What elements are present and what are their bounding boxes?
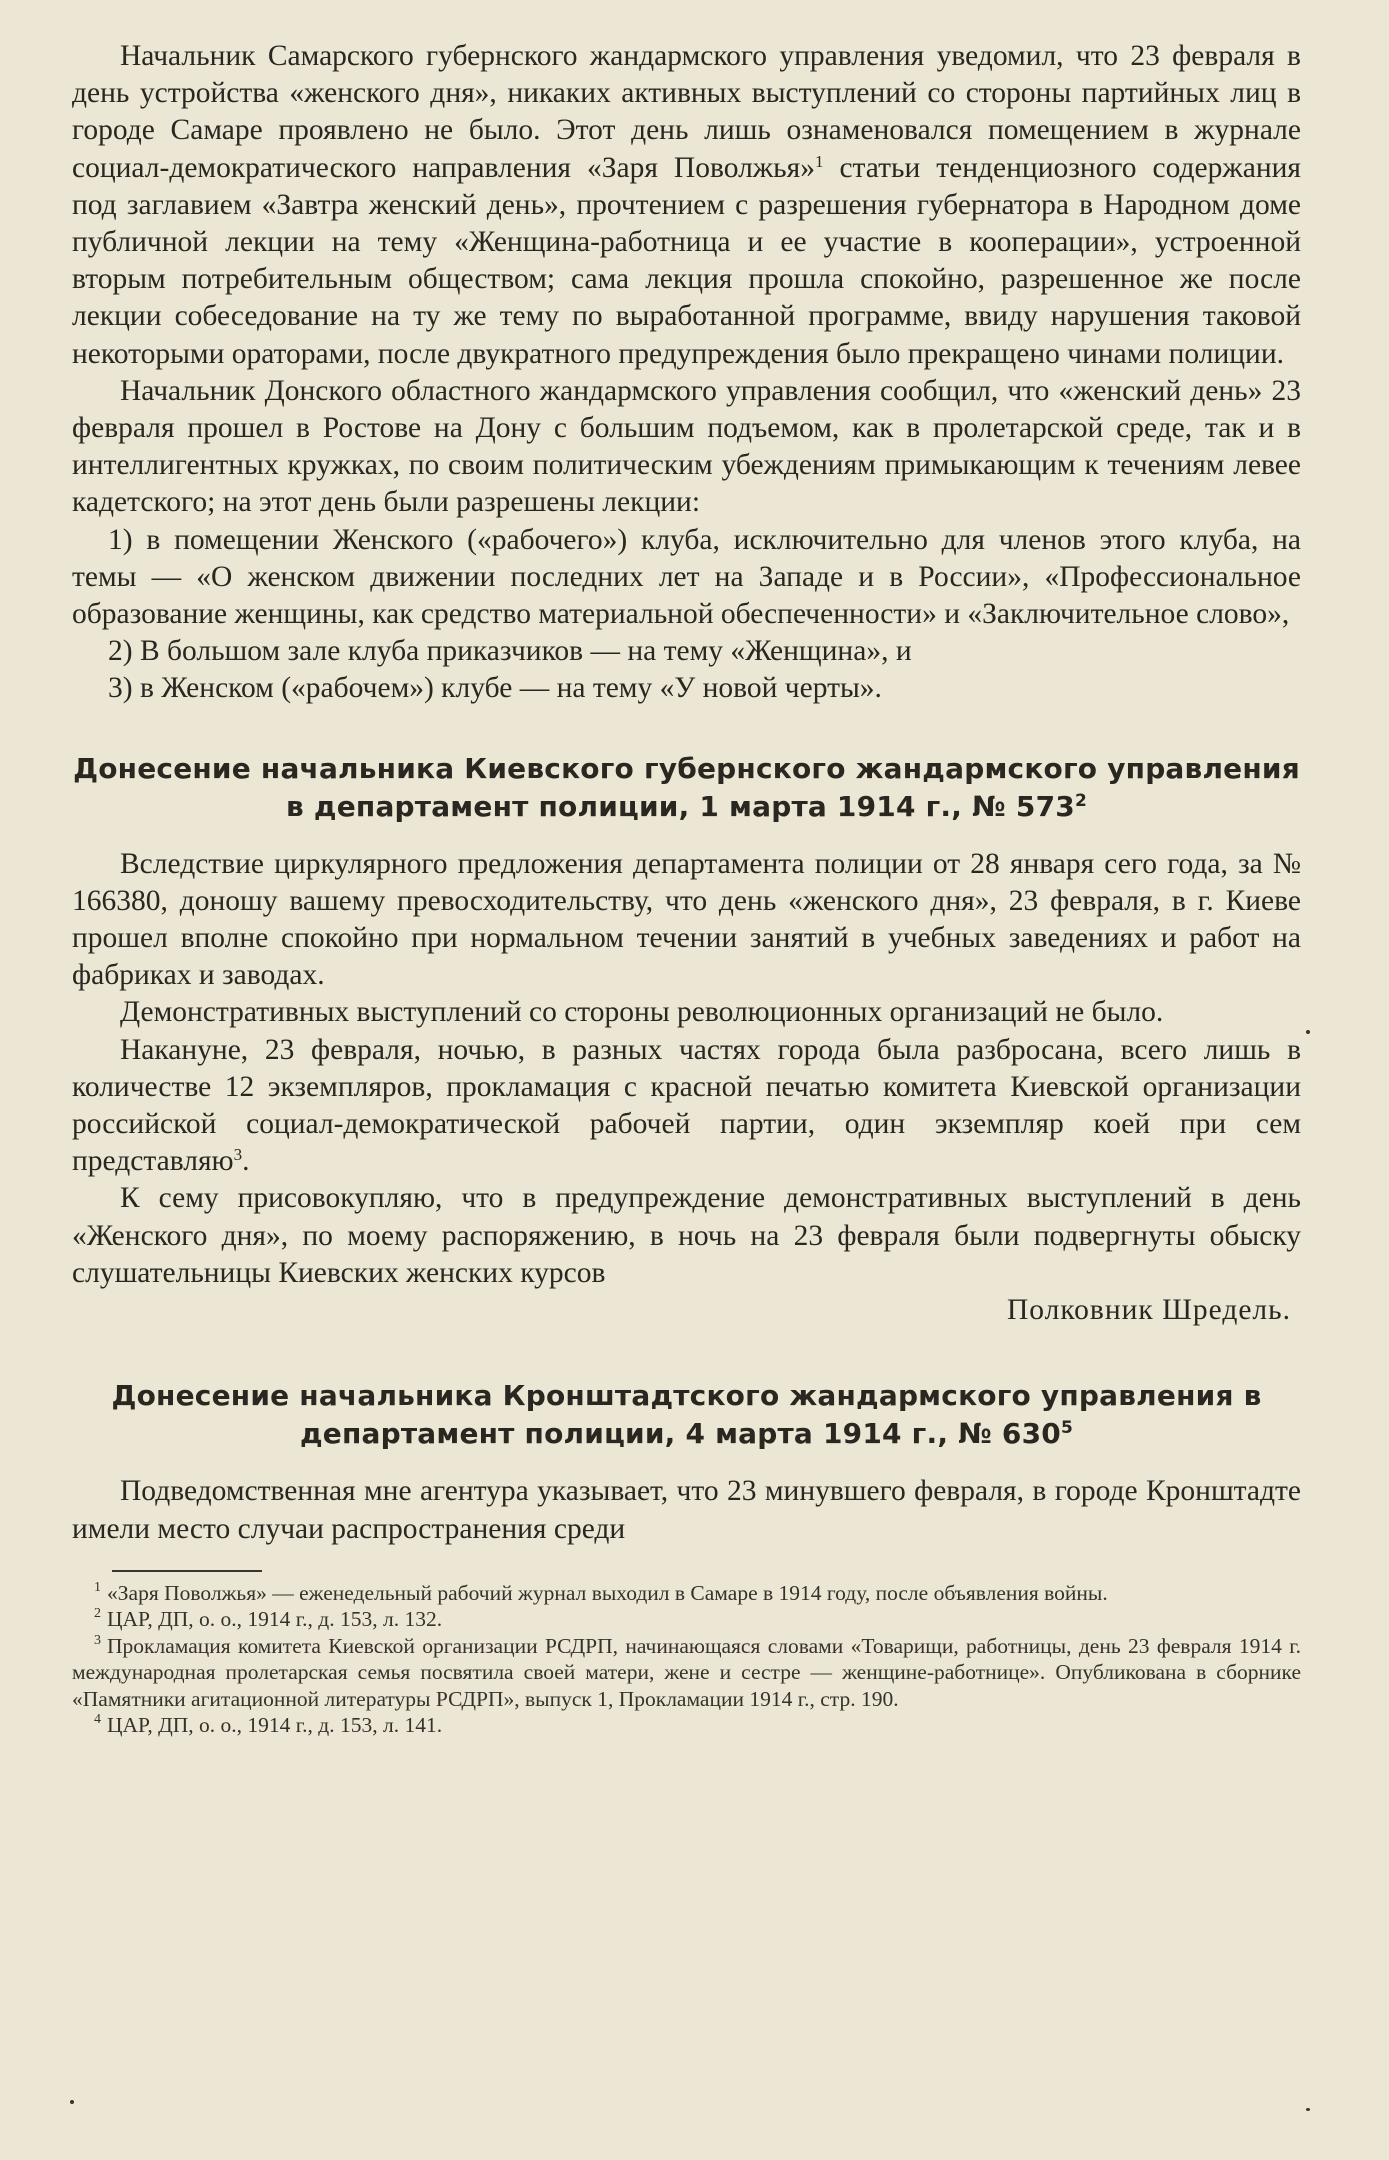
footnote-number: 4 — [94, 1712, 101, 1728]
kronstadt-heading-text: Донесение начальника Кронштадтского жандармского управления в департамент полиции, 4 марта 1914 г., № 630 — [111, 1379, 1262, 1451]
print-speck — [70, 2100, 74, 2104]
section-spacer — [72, 1329, 1301, 1377]
don-lecture-item-1: 1) в помещении Женского («рабочего») клуба, исключительно для членов этого клуба, на темы — «О женском движении последних лет на Западе и в России», «Профессиональное образование женщины, как средство материальной обеспеченности» и «Заключительное слово», — [72, 523, 1301, 631]
section-spacer — [72, 708, 1301, 750]
kiev-report-section — [72, 750, 1301, 1330]
footnote-2 — [72, 1606, 1301, 1633]
footnote-number: 1 — [94, 1579, 101, 1595]
samara-paragraph — [72, 38, 1301, 373]
print-speck — [1306, 2108, 1310, 2111]
heading-spacer — [72, 1453, 1301, 1473]
footnote-marker-5[interactable]: 5 — [1061, 1418, 1074, 1439]
footnote-marker-2[interactable]: 2 — [1074, 790, 1087, 811]
don-report-section — [72, 373, 1301, 708]
footnote-number: 2 — [94, 1606, 101, 1622]
kiev-paragraph-3-text: Накануне, 23 февраля, ночью, в разных частях города была разбросана, всего лишь в количестве 12 экземпляров, прокламация с красной печатью комитета Киевской организации российской социал-демократической рабочей партии, один экземпляр коей при сем представляю — [72, 1033, 1301, 1178]
footnote-marker-1[interactable]: 1 — [814, 151, 824, 171]
footnote-text: ЦАР, ДП, о. о., 1914 г., д. 153, л. 141. — [107, 1713, 443, 1738]
kronstadt-report-section — [72, 1377, 1301, 1547]
footnote-text: «Заря Поволжья» — еженедельный рабочий журнал выходил в Самаре в 1914 году, после объявления войны. — [107, 1580, 1108, 1605]
samara-report-section — [72, 38, 1301, 373]
don-lecture-item-2: 2) В большом зале клуба приказчиков — на тему «Женщина», и — [108, 635, 912, 668]
kronstadt-paragraph: Подведомственная мне агентура указывает, что 23 минувшего февраля, в городе Кронштадте имели место случаи распространения среди — [72, 1475, 1301, 1545]
footnote-number: 3 — [94, 1632, 101, 1648]
kiev-paragraph-3-end: . — [242, 1145, 250, 1178]
kiev-paragraph-3 — [72, 1032, 1301, 1181]
footnote-divider — [112, 1570, 262, 1572]
kiev-heading — [72, 750, 1301, 826]
don-lecture-item-3: 3) в Женском («рабочем») клубе — на тему «У новой черты». — [108, 672, 882, 705]
footnote-text: ЦАР, ДП, о. о., 1914 г., д. 153, л. 132. — [107, 1607, 443, 1632]
footnote-marker-3[interactable]: 3 — [233, 1145, 243, 1165]
footnote-3 — [72, 1633, 1301, 1713]
footnote-4 — [72, 1712, 1301, 1739]
kiev-paragraph-1: Вследствие циркулярного предложения департамента полиции от 28 января сего года, за № 166380, доношу вашему превосходительству, что день «женского дня», 23 февраля, в г. Киеве прошел вполне спокойно при нормальном течении занятий в учебных заведениях и работ на фабриках и заводах. — [72, 847, 1301, 992]
samara-paragraph-text: Начальник Самарского губернского жандармского управления уведомил, что 23 февраля в день устройства «женского дня», никаких активных выступлений со стороны партийных лиц в городе Самаре проявлено не было. Этот день лишь ознаменовался помещением в журнале социал-демократического направления «Заря Поволжья» — [72, 40, 1301, 184]
kiev-paragraph-2: Демонстративных выступлений со стороны революционных организаций не было. — [120, 996, 1164, 1029]
heading-spacer — [72, 826, 1301, 846]
footnotes-section — [72, 1580, 1301, 1739]
print-speck — [1306, 1030, 1310, 1034]
don-paragraph: Начальник Донского областного жандармского управления сообщил, что «женский день» 23 февраля прошел в Ростове на Дону с большим подъемом, как в пролетарской среде, так и в интеллигентных кружках, по своим политическим убеждениям примыкающим к течениям левее кадетского; на этот день были разрешены лекции: — [72, 374, 1301, 519]
kiev-heading-text: Донесение начальника Киевского губернского жандармского управления в департамент полиции, 1 марта 1914 г., № 573 — [73, 751, 1300, 823]
kiev-signature: Полковник Шредель. — [1006, 1294, 1291, 1327]
samara-paragraph-continuation: статьи тенденциозного содержания под заглавием «Завтра женский день», прочтением с разрешения губернатора в Народном доме публичной лекции на тему «Женщина-работница и ее участие в кооперации», устроенной вторым потребительным обществом; сама лекция прошла спокойно, разрешенное же после лекции собеседование на ту же тему по выработанной программе, ввиду нарушения таковой некоторыми ораторами, после двукратного предупреждения было прекращено чинами полиции. — [72, 151, 1301, 370]
footnote-1 — [72, 1580, 1301, 1607]
kronstadt-heading — [72, 1377, 1301, 1453]
footnote-text: Прокламация комитета Киевской организации РСДРП, начинающаяся словами «Товарищи, работницы, день 23 февраля 1914 г. международная пролетарская семья посвятила своей матери, жене и сестре — женщине-работнице». Опубликована в сборнике «Памятники агитационной литературы РСДРП», выпуск 1, Прокламации 1914 г., стр. 190. — [72, 1633, 1301, 1711]
kiev-paragraph-4: К сему присовокупляю, что в предупреждение демонстративных выступлений в день «Женского дня», по моему распоряжению, в ночь на 23 февраля были подвергнуты обыску слушательницы Киевских женских курсов — [72, 1182, 1301, 1289]
